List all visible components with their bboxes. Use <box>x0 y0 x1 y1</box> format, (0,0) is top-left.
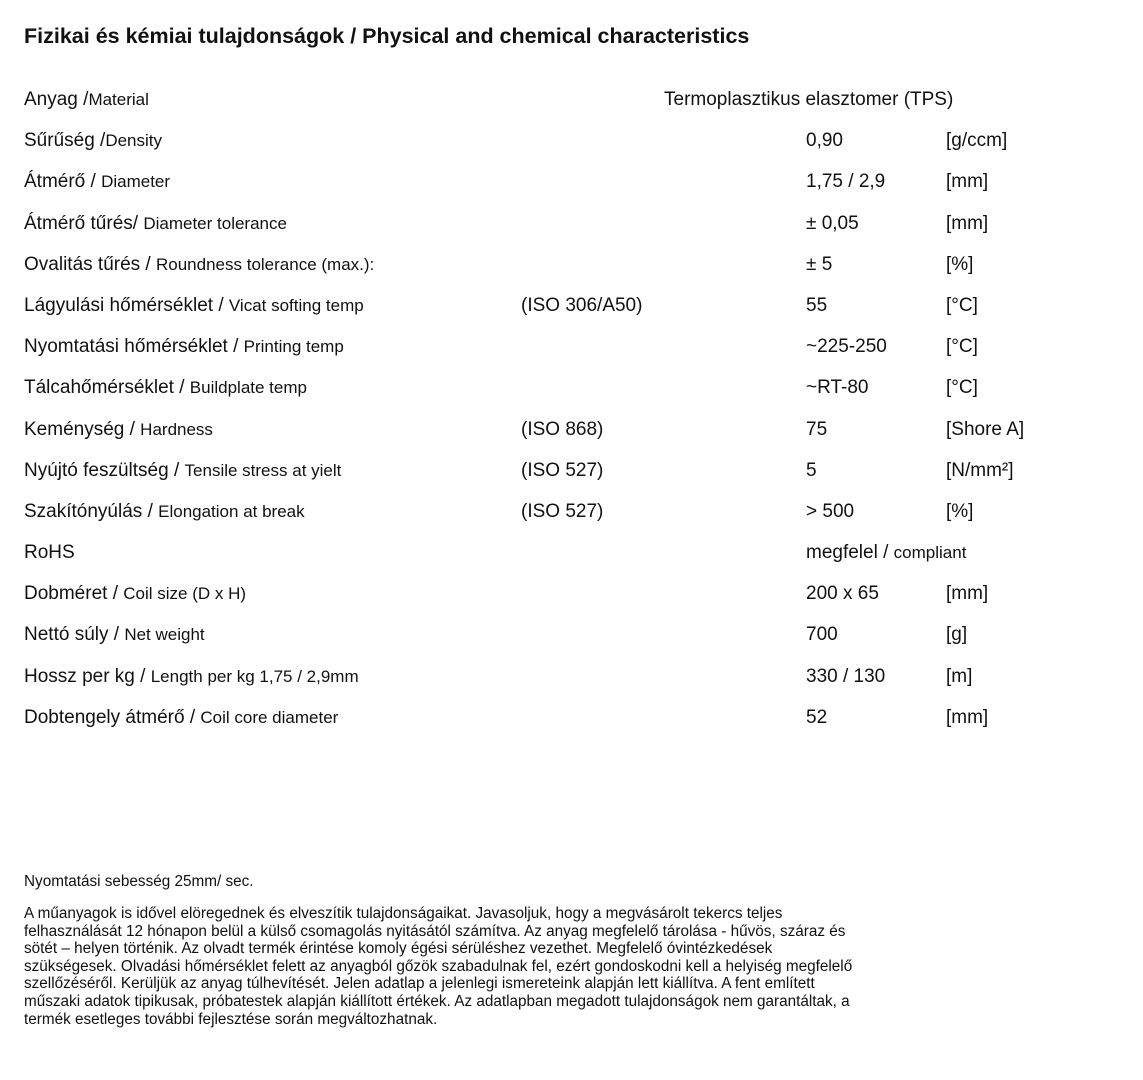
property-name <box>24 367 307 409</box>
property-value: 330 / 130 <box>806 665 886 687</box>
property-name-hu: Hossz per kg / <box>24 665 151 687</box>
property-standard: (ISO 527) <box>521 459 604 481</box>
property-name-hu: Sűrűség / <box>24 130 106 152</box>
property-name-en: Hardness <box>140 419 213 439</box>
property-value: ~225-250 <box>806 336 887 358</box>
properties-table <box>0 79 1143 738</box>
table-row <box>0 285 1143 326</box>
property-value: Termoplasztikus elasztomer (TPS) <box>664 89 954 110</box>
property-name <box>24 285 364 327</box>
property-name-hu: Nyújtó feszültség / <box>24 459 185 481</box>
printing-speed-note: Nyomtatási sebesség 25mm/ sec. <box>24 873 254 890</box>
property-name-en: Diameter tolerance <box>143 213 287 233</box>
property-name-hu: Dobtengely átmérő / <box>24 706 201 728</box>
table-row <box>0 326 1143 367</box>
property-name-hu: Szakítónyúlás / <box>24 500 159 522</box>
property-name <box>24 326 344 368</box>
property-name <box>24 532 75 574</box>
table-row <box>0 491 1143 532</box>
property-unit: [mm] <box>946 706 989 728</box>
property-name-en: Diameter <box>101 172 171 192</box>
property-unit: [mm] <box>946 171 989 193</box>
property-name-en: Coil size (D x H) <box>123 584 247 604</box>
property-value: 5 <box>806 459 817 481</box>
property-name-hu: Nyomtatási hőmérséklet / <box>24 336 244 358</box>
paragraph-line: termék esetleges további fejlesztése során megváltozhatnak. <box>24 1010 438 1028</box>
property-name-hu: Lágyulási hőmérséklet / <box>24 294 229 316</box>
property-unit: [°C] <box>946 294 978 316</box>
property-value <box>806 532 966 573</box>
table-row <box>0 367 1143 408</box>
table-row <box>0 573 1143 614</box>
property-unit: [mm] <box>946 212 989 234</box>
property-unit: [%] <box>946 253 974 275</box>
property-value: 700 <box>806 624 838 646</box>
property-name <box>24 573 246 615</box>
property-name-hu: Átmérő / <box>24 171 102 193</box>
paragraph-line: szükségesek. Olvadási hőmérséklet felett az anyagból gőzök szabadulnak fel, ezért gondoskodni kell a helyiség megfelelő <box>24 957 853 975</box>
property-name-en: Roundness tolerance (max.): <box>156 254 375 274</box>
property-name <box>24 614 205 656</box>
table-row <box>0 161 1143 202</box>
property-name <box>24 79 149 121</box>
property-value: ~RT-80 <box>806 377 869 399</box>
property-standard: (ISO 527) <box>521 500 604 522</box>
table-row <box>0 532 1143 573</box>
paragraph-line: A műanyagok is idővel elöregednek és elveszítik tulajdonságaikat. Javasoljuk, hogy a megvásárolt tekercs teljes <box>24 905 783 922</box>
property-value: 75 <box>806 418 828 440</box>
property-name <box>24 450 341 492</box>
property-name <box>24 203 287 245</box>
property-value: ± 5 <box>806 253 833 275</box>
table-row <box>0 244 1143 285</box>
property-name <box>24 656 359 698</box>
property-value-hu: megfelel / <box>806 542 894 564</box>
property-value: 1,75 / 2,9 <box>806 171 886 193</box>
property-unit: [°C] <box>946 336 978 358</box>
property-unit: [Shore A] <box>946 418 1025 440</box>
property-name <box>24 161 170 203</box>
property-name-en: Vicat softing temp <box>228 295 364 315</box>
property-name-en: Tensile stress at yielt <box>184 460 342 480</box>
property-name <box>24 120 162 162</box>
property-name-en: Net weight <box>124 625 205 645</box>
property-name-en: Coil core diameter <box>200 707 339 727</box>
table-row <box>0 409 1143 450</box>
paragraph-line: felhasználását 12 hónapon belül a külső csomagolás nyitásától számítva. Az anyag megfelelő tárolása - hűvös, száraz és <box>24 922 846 940</box>
table-row <box>0 120 1143 161</box>
property-name-en: Elongation at break <box>158 501 305 521</box>
property-unit: [N/mm²] <box>946 459 1014 481</box>
property-name-hu: Anyag / <box>24 89 89 110</box>
property-name-hu: Nettó súly / <box>24 624 125 646</box>
property-unit: [mm] <box>946 583 989 605</box>
property-name-hu: Ovalitás tűrés / <box>24 253 156 275</box>
table-row <box>0 203 1143 244</box>
property-unit: [°C] <box>946 377 978 399</box>
table-row <box>0 656 1143 697</box>
property-name-hu: Dobméret / <box>24 583 124 605</box>
property-value: ± 0,05 <box>806 212 859 234</box>
property-value: > 500 <box>806 500 855 522</box>
property-name-hu: Átmérő tűrés/ <box>24 212 144 234</box>
property-standard: (ISO 306/A50) <box>521 294 643 316</box>
property-name-en: Length per kg 1,75 / 2,9mm <box>150 666 359 686</box>
disclaimer-paragraph <box>24 905 1124 1028</box>
table-row <box>0 79 1143 120</box>
property-unit: [%] <box>946 500 974 522</box>
paragraph-line: műszaki adatok tipikusak, próbatestek alapján kiállított értékek. Az adatlapban megadott tulajdonságok nem garantáltak, a <box>24 992 850 1010</box>
property-name-en: Density <box>105 131 163 151</box>
notes-section <box>24 872 1124 1028</box>
property-value: 200 x 65 <box>806 583 879 605</box>
property-unit: [m] <box>946 665 973 687</box>
property-value: 52 <box>806 706 828 728</box>
property-name <box>24 697 338 739</box>
property-unit: [g/ccm] <box>946 130 1008 152</box>
paragraph-line: sötét – helyen történik. Az olvadt termék érintése komoly égési sérüléshez vezethet. Megfelelő óvintézkedések <box>24 940 773 958</box>
property-name-hu: Tálcahőmérséklet / <box>24 377 190 399</box>
property-value: 0,90 <box>806 130 843 152</box>
table-row <box>0 614 1143 655</box>
paragraph-line: szellőzéséről. Kerüljük az anyag túlhevítését. Jelen adatlap a jelenlegi ismereteink alapján lett kiállítva. A fent említett <box>24 975 815 993</box>
table-row <box>0 697 1143 738</box>
property-name-en: Buildplate temp <box>189 378 307 398</box>
property-name-hu: RoHS <box>24 542 75 564</box>
property-name-hu: Keménység / <box>24 418 141 440</box>
property-name <box>24 409 213 451</box>
page-title: Fizikai és kémiai tulajdonságok / Physical and chemical characteristics <box>24 24 750 48</box>
property-value-en: compliant <box>893 543 967 563</box>
property-name-en: Printing temp <box>243 337 344 357</box>
property-name <box>24 491 305 533</box>
property-unit: [g] <box>946 624 968 646</box>
property-name <box>24 244 374 286</box>
property-value: 55 <box>806 294 828 316</box>
property-name-en: Material <box>88 90 149 109</box>
property-standard: (ISO 868) <box>521 418 604 440</box>
table-row <box>0 450 1143 491</box>
